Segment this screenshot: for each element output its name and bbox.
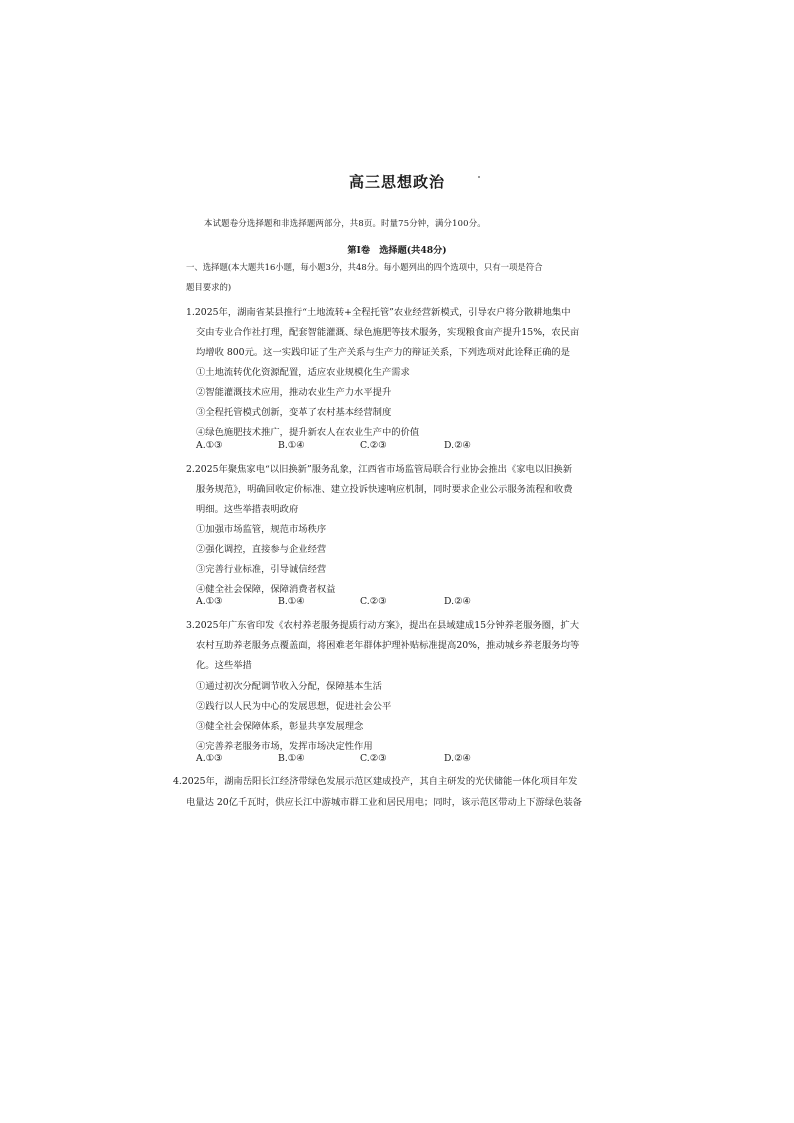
question-1-statement-3: ③全程托管模式创新，变革了农村基本经营制度 <box>196 407 392 418</box>
page-title: 高三思想政治 <box>348 173 445 191</box>
question-1-statement-2: ②智能灌溉技术应用，推动农业生产力水平提升 <box>196 387 392 398</box>
question-1-stem-line: 1.2025年，湖南省某县推行“土地流转+全程托管”农业经营新模式，引导农户将分散耕地集中 <box>186 307 571 318</box>
option-a[interactable]: A.①③ <box>196 596 223 607</box>
question-3-statement-4: ④完善养老服务市场，发挥市场决定性作用 <box>196 741 373 752</box>
question-3-stem-line: 化。这些举措 <box>196 660 252 671</box>
speck <box>478 176 480 178</box>
option-d[interactable]: D.②④ <box>444 440 471 451</box>
question-2-statement-2: ②强化调控，直接参与企业经营 <box>196 544 327 555</box>
question-1-statement-4: ④绿色施肥技术推广，提升新农人在农业生产中的价值 <box>196 427 420 438</box>
question-4-stem-line: 4.2025年，湖南岳阳长江经济带绿色发展示范区建成投产，其自主研发的光伏储能一体化项目年发 <box>173 776 578 787</box>
section-instruction-line-1: 一、选择题(本大题共16小题，每小题3分，共48分。每小题列出的四个选项中，只有一项是符合 <box>186 262 543 272</box>
option-b[interactable]: B.①④ <box>278 596 305 607</box>
question-4-stem-line: 电量达 20亿千瓦时，供应长江中游城市群工业和居民用电；同时，该示范区带动上下游绿色装备 <box>186 797 582 808</box>
option-a[interactable]: A.①③ <box>196 753 223 764</box>
question-2-stem-line: 明细。这些举措表明政府 <box>196 504 299 515</box>
question-1-stem-line: 交由专业合作社打理，配套智能灌溉、绿色施肥等技术服务，实现粮食亩产提升15%，农民亩 <box>196 327 580 338</box>
question-2-statement-1: ①加强市场监管，规范市场秩序 <box>196 524 327 535</box>
question-2-stem-line: 服务规范》，明确回收定价标准、建立投诉快速响应机制，同时要求企业公示服务流程和收费 <box>196 484 573 495</box>
question-1-stem-line: 均增收 800元。这一实践印证了生产关系与生产力的辩证关系，下列选项对此诠释正确的是 <box>196 347 570 358</box>
question-2-statement-3: ③完善行业标准，引导诚信经营 <box>196 564 327 575</box>
option-d[interactable]: D.②④ <box>444 753 471 764</box>
question-3-statement-3: ③健全社会保障体系，彰显共享发展理念 <box>196 721 364 732</box>
option-d[interactable]: D.②④ <box>444 596 471 607</box>
question-3-stem-line: 农村互助养老服务点覆盖面，将困难老年群体护理补贴标准提高20%，推动城乡养老服务均等 <box>196 640 580 651</box>
question-2-statement-4: ④健全社会保障，保障消费者权益 <box>196 584 336 595</box>
question-3-stem-line: 3.2025年广东省印发《农村养老服务提质行动方案》，提出在县域建成15分钟养老服务圈，扩大 <box>186 620 579 631</box>
exam-intro: 本试题卷分选择题和非选择题两部分，共8页。时量75分钟，满分100分。 <box>204 218 486 228</box>
question-3-statement-1: ①通过初次分配调节收入分配，保障基本生活 <box>196 681 382 692</box>
option-b[interactable]: B.①④ <box>278 753 305 764</box>
option-c[interactable]: C.②③ <box>360 440 387 451</box>
question-3-statement-2: ②践行以人民为中心的发展思想，促进社会公平 <box>196 701 392 712</box>
option-b[interactable]: B.①④ <box>278 440 305 451</box>
question-1-statement-1: ①土地流转优化资源配置，适应农业规模化生产需求 <box>196 367 410 378</box>
option-c[interactable]: C.②③ <box>360 596 387 607</box>
option-a[interactable]: A.①③ <box>196 440 223 451</box>
section-title: 第Ⅰ卷 选择题(共48分) <box>347 245 447 256</box>
question-2-stem-line: 2.2025年聚焦家电“以旧换新”服务乱象，江西省市场监管局联合行业协会推出《家电以旧换新 <box>186 464 573 475</box>
option-c[interactable]: C.②③ <box>360 753 387 764</box>
section-instruction-line-2: 题目要求的) <box>186 282 232 292</box>
